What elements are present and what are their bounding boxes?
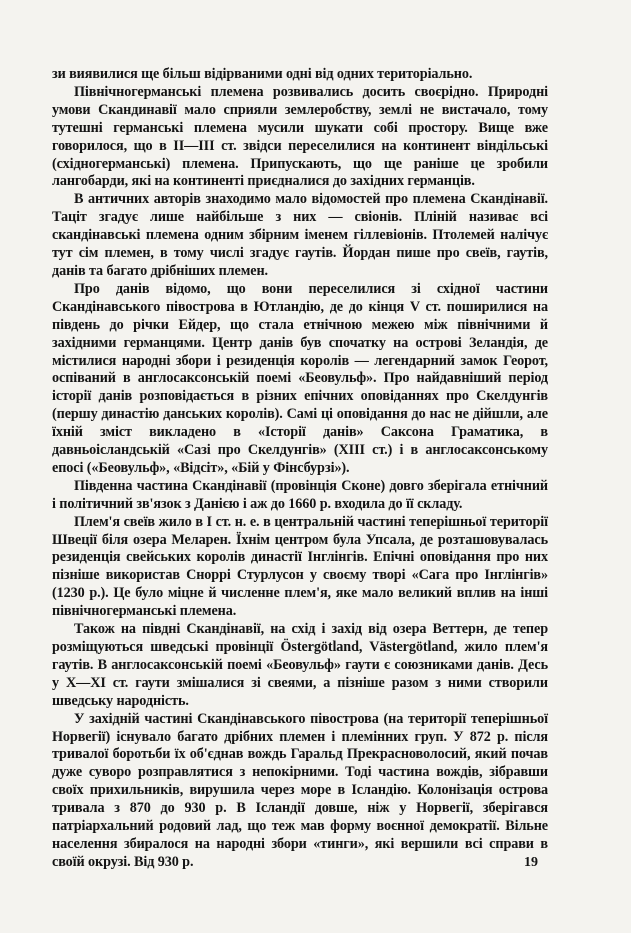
- paragraph-3: В античних авторів знаходимо мало відомостей про племена Скандінавії. Таціт згадує лише найбільше з них — свіонів. Пліній називає всі скандінавські племена одним збірним іменем гіллевіонів. Птолемей налічує тут сім племен, в тому числі згадує гаутів. Йордан пише про свеїв, гаутів, данів та багато дрібніших племен.: [52, 191, 548, 279]
- page-number: 19: [524, 855, 538, 870]
- paragraph-2: Північногерманські племена розвивались досить своєрідно. Природні умови Скандинавії мало сприяли землеробству, землі не вистачало, тому тутешні германські племена мусили шукати собі простору. Вище вже говорилося, що в II—III ст. звідси переселилися на континент віндільські (східногерманські) племена. Припускають, що ще раніше це зробили лангобарди, які на континенті приєдналися до західних германців.: [52, 83, 548, 190]
- paragraph-8: У західній частині Скандінавського півострова (на території теперішньої Норвегії) існувало багато дрібних племен і племінних груп. У 872 р. після тривалої боротьби їх об'єднав вождь Гаральд Прекрасноволосий, який почав дуже суворо розправлятися з непокірними. Тоді частина вождів, зібравши своїх прихильників, вирушила через море в Ісландію. Колонізація острова тривала з 870 до 930 р. В Ісландії довше, ніж у Норвегії, зберігався патріархальний родовий лад, що теж мав форму воєнної демократії. Вільне населення збиралося на народні збори «тинги», які вершили всі справи в своїй окрузі. Від 930 р.: [52, 710, 548, 870]
- body-text: [52, 66, 548, 872]
- paragraph-7: Також на півдні Скандінавії, на схід і захід від озера Веттерн, де тепер розміщуються шведські провінції Östergötland, Västergötland, жило плем'я гаутів. В англосаксонській поемі «Беовульф» гаути є союзниками данів. Десь у X—XI ст. гаути змішалися зі свеями, а пізніше разом з ними створили шведську народність.: [52, 621, 548, 709]
- paragraph-4: Про данів відомо, що вони переселилися зі східної частини Скандінавського півострова в Ютландію, де до кінця V ст. поширилися на південь до річки Ейдер, що стала етнічною межею між північними й західними германцями. Центр данів був спочатку на острові Зеландія, де містилися народні збори і резиденція королів — легендарний замок Георот, оспіваний в англосаксонській поемі «Беовульф». Про найдавніший період історії данів розповідається в різних епічних оповіданнях про Скелдунгів (першу династію данських королів). Самі ці оповідання до нас не дійшли, але їхній зміст викладено в «Історії данів» Саксона Граматика, в давньоісландській «Сазі про Скелдунгів» (XIII ст.) і в англосаксонському епосі («Беовульф», «Відсіт», «Бій у Фінсбурзі»).: [52, 280, 548, 476]
- paragraph-1: зи виявилися ще більш відірваними одні від одних територіально.: [52, 66, 473, 82]
- paragraph-6: Плем'я свеїв жило в I ст. н. е. в центральній частині теперішньої території Швеції біля озера Меларен. Їхнім центром була Упсала, де розташовувалась резиденція свейських королів династії Інглінгів. Епічні оповідання про них пізніше використав Сноррі Стурлусон у своєму творі «Сага про Інглінгів» (1230 р.). Це було міцне й численне плем'я, яке мало великий вплив на інші північногерманські племена.: [52, 513, 548, 620]
- paragraph-5: Південна частина Скандінавії (провінція Сконе) довго зберігала етнічний і політичний зв'язок з Данією і аж до 1660 р. входила до її складу.: [52, 477, 548, 512]
